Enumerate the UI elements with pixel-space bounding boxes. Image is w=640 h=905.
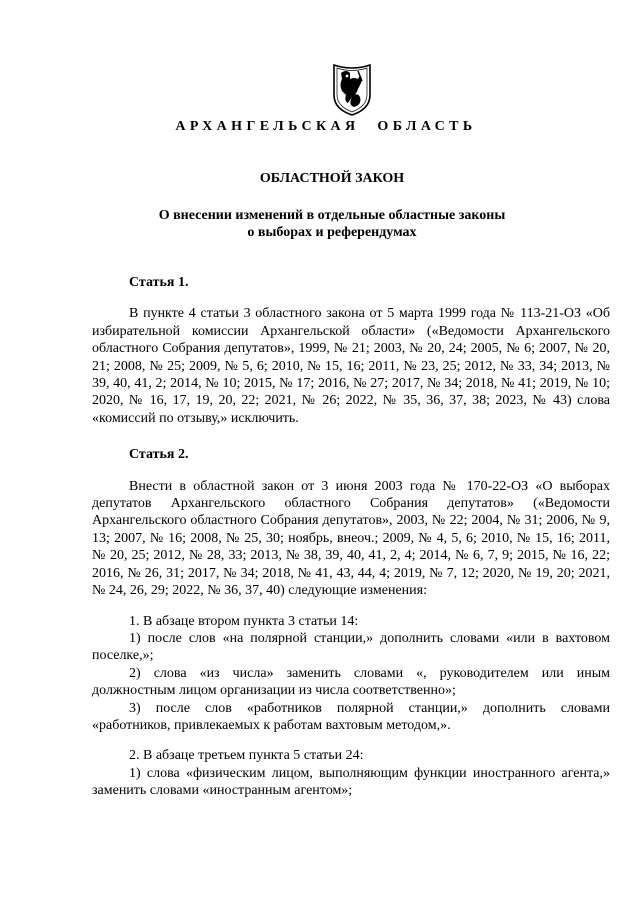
article-2-intro: Внести в областной закон от 3 июня 2003 года № 170-22-ОЗ «О выборах депутатов Архангельского областного Собрания депутатов» («Ведомости Архангельского областного Собрания депутатов», 2003, № 22; 2004, № 31; 2006, № 9, 13; 2007, № 16; 2008, № 25, 30; ноябрь, внеоч.; 2009, № 4, 5, 6; 2010, № 15, 16; 2011, № 20, 25; 2012, № 28, 33; 2013, № 38, 39, 40, 41, 2, 4; 2014, № 6, 7, 9; 2015, № 16, 22; 2016, № 26, 31; 2017, № 34; 2018, № 41, 43, 44, 4; 2019, № 7, 12; 2020, № 19, 20; 2021, № 24, 26, 29; 2022, № 36, 37, 40) следующие изменения: <box>92 478 610 599</box>
law-title-line-2: о выборах и референдумах <box>247 225 417 240</box>
coat-of-arms-icon <box>328 61 376 117</box>
region-name: АРХАНГЕЛЬСКАЯ ОБЛАСТЬ <box>175 119 477 134</box>
article-1-text: В пункте 4 статьи 3 областного закона от 5 марта 1999 года № 113-21-ОЗ «Об избирательной комиссии Архангельской области» («Ведомости Архангельского областного Собрания депутатов», 1999, № 21; 2003, № 20, 24; 2005, № 6; 2007, № 20, 21; 2008, № 25; 2009, № 5, 6; 2010, № 15, 16; 2011, № 23, 25; 2012, № 33, 34; 2013, № 39, 40, 41, 2; 2014, № 10; 2015, № 17; 2016, № 27; 2017, № 34; 2018, № 41; 2019, № 10; 2020, № 16, 17, 19, 20, 22; 2021, № 26; 2022, № 35, 36, 37, 38; 2023, № 43) слова «комиссий по отзыву,» исключить. <box>92 306 610 426</box>
article-2-heading: Статья 2. <box>129 447 189 463</box>
item-2-sub-1: 1) слова «физическим лицом, выполняющим функции иностранного агента,» заменить словами «иностранным агентом»; <box>92 765 610 799</box>
law-title <box>0 207 640 241</box>
item-2-heading: 2. В абзаце третьем пункта 5 статьи 24: <box>129 748 364 764</box>
item-1-sub-1: 1) после слов «на полярной станции,» дополнить словами «или в вахтовом поселке,»; <box>92 630 610 664</box>
item-1-sub-2: 2) слова «из числа» заменить словами «, руководителем или иным должностным лицом организации из числа соответственно»; <box>92 665 610 699</box>
item-1-sub-3: 3) после слов «работников полярной станции,» дополнить словами «работников, привлекаемых к работам вахтовым методом,». <box>92 700 610 733</box>
document-body <box>92 274 610 800</box>
article-1-heading: Статья 1. <box>129 275 189 290</box>
item-1-heading: 1. В абзаце втором пункта 3 статьи 14: <box>129 613 359 629</box>
law-type-heading: ОБЛАСТНОЙ ЗАКОН <box>259 171 405 186</box>
law-title-line-1: О внесении изменений в отдельные областные законы <box>158 208 506 223</box>
